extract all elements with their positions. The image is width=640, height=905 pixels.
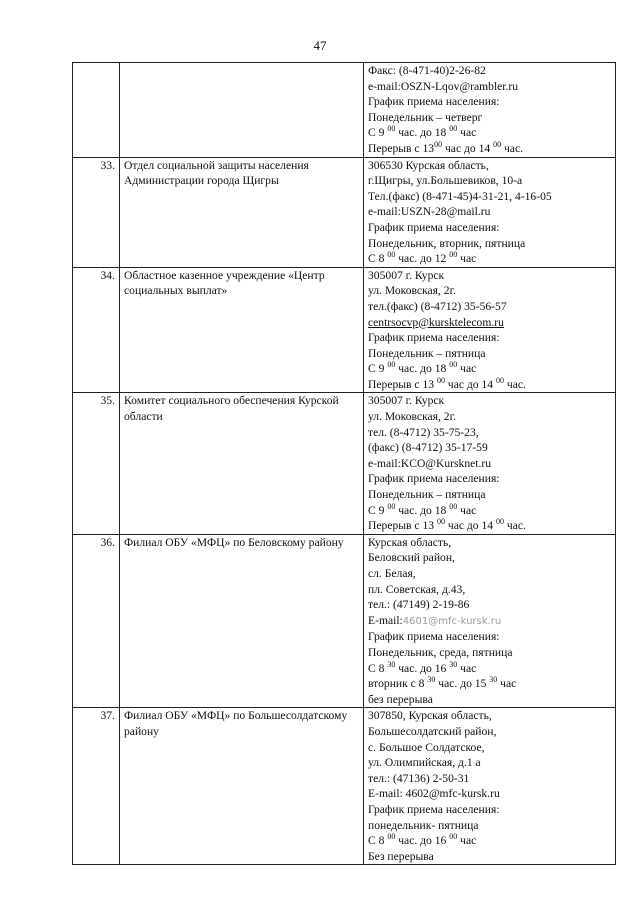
superscript-minutes: 00 [493, 139, 502, 149]
page-number: 47 [313, 38, 327, 53]
info-line [368, 425, 611, 441]
superscript-minutes: 00 [436, 517, 445, 527]
contact-info [364, 534, 616, 708]
info-text: час до 14 [444, 519, 496, 533]
superscript-minutes: 00 [449, 501, 458, 511]
info-text: 305007 г. Курск [368, 268, 445, 282]
info-line [368, 597, 611, 613]
info-text: e-mail:KCO@Kursknet.ru [368, 456, 492, 470]
info-line [368, 471, 611, 487]
info-line [368, 676, 611, 692]
superscript-minutes: 00 [387, 832, 396, 842]
info-line [368, 393, 611, 409]
info-line [368, 377, 611, 393]
info-text: e-mail:USZN-28@mail.ru [368, 205, 491, 219]
info-text: График приема населения: [368, 331, 500, 345]
info-line [368, 566, 611, 582]
info-text: г.Щигры, ул.Большевиков, 10-а [368, 174, 523, 188]
contact-info [364, 267, 616, 393]
info-line [368, 315, 611, 331]
table-row [73, 708, 616, 865]
info-line [368, 251, 611, 267]
info-line [368, 535, 611, 551]
info-line [368, 550, 611, 566]
institution-name: Областное казенное учреждение «Центр социальных выплат» [120, 267, 364, 393]
info-text: ул. Олимпийская, д.1 а [368, 756, 481, 770]
info-line [368, 724, 611, 740]
info-line [368, 771, 611, 787]
info-text: E-mail: [368, 613, 403, 627]
info-text: час до 14 [442, 141, 494, 155]
info-text: без перерыва [368, 692, 433, 706]
info-line [368, 220, 611, 236]
info-line [368, 299, 611, 315]
info-line [368, 849, 611, 865]
info-text: Большесолдатский район, [368, 724, 497, 738]
info-text: Тел.(факс) (8-471-45)4-31-21, 4-16-05 [368, 189, 552, 203]
table-row [73, 534, 616, 708]
contact-info [364, 157, 616, 267]
info-text: Перерыв с 13 [368, 519, 437, 533]
info-text: С 9 [368, 362, 388, 376]
info-line [368, 440, 611, 456]
row-number: 35. [73, 393, 120, 534]
superscript-minutes: 00 [387, 360, 396, 370]
info-text: сл. Белая, [368, 567, 416, 580]
info-text: График приема населения: [368, 472, 500, 486]
info-text: час [457, 126, 477, 140]
info-text: час [457, 362, 477, 376]
contact-info [364, 393, 616, 534]
info-text: e-mail:OSZN-Lqov@rambler.ru [368, 79, 519, 93]
superscript-minutes: 00 [449, 124, 458, 134]
info-text: 305007 г. Курск [368, 394, 445, 408]
row-number: 33. [73, 157, 120, 267]
info-text: час. [503, 519, 526, 533]
info-line [368, 283, 611, 299]
info-text: E-mail: 4602@mfc-kursk.ru [368, 787, 500, 801]
info-line [368, 645, 611, 661]
superscript-minutes: 30 [427, 675, 436, 685]
row-number: 34. [73, 267, 120, 393]
info-text: час. до 12 [395, 252, 450, 266]
info-line [368, 833, 611, 849]
superscript-minutes: 00 [387, 124, 396, 134]
info-line [368, 110, 611, 126]
info-text: Перерыв с 13 [368, 141, 435, 155]
info-line [368, 786, 611, 802]
info-text: 307850, Курская область, [368, 709, 492, 723]
superscript-minutes: 00 [436, 375, 445, 385]
institution-name: Филиал ОБУ «МФЦ» по Большесолдатскому району [120, 708, 364, 865]
superscript-minutes: 00 [387, 250, 396, 260]
info-text: час. до 18 [395, 126, 450, 140]
superscript-minutes: 00 [449, 832, 458, 842]
info-line [368, 204, 611, 220]
info-line [368, 236, 611, 252]
info-text: тел. (8-4712) 35-75-23, [368, 425, 479, 439]
info-text: понедельник- пятница [368, 818, 479, 832]
info-line [368, 79, 611, 95]
info-line [368, 346, 611, 362]
info-text: тел.: (47149) 2-19-86 [368, 598, 470, 612]
info-text: час [457, 834, 477, 848]
info-text: пл. Советская, д.43, [368, 582, 466, 596]
superscript-minutes: 00 [434, 139, 443, 149]
superscript-minutes: 00 [449, 360, 458, 370]
info-text: вторник с 8 [368, 677, 428, 691]
contact-info [364, 708, 616, 865]
superscript-minutes: 30 [449, 659, 458, 669]
info-line [368, 582, 611, 598]
info-text: час [457, 503, 477, 517]
info-text: час. до 18 [395, 362, 450, 376]
info-line [368, 189, 611, 205]
info-text: час. до 15 [435, 677, 490, 691]
superscript-minutes: 00 [449, 250, 458, 260]
info-text: Понедельник, среда, пятница [368, 645, 513, 659]
info-text: Факс: (8-471-40)2-26-82 [368, 64, 486, 77]
info-text: С 8 [368, 252, 388, 266]
info-text: С 8 [368, 661, 388, 675]
info-text: час. [503, 377, 526, 391]
table-row [73, 393, 616, 534]
info-text: Понедельник – пятница [368, 346, 486, 360]
superscript-minutes: 00 [387, 501, 396, 511]
info-text: Беловский район, [368, 551, 455, 565]
info-text: час. до 16 [395, 834, 450, 848]
info-text: ул. Моковская, 2г. [368, 284, 456, 298]
institution-name: Отдел социальной защиты населения Администрации города Щигры [120, 157, 364, 267]
info-text: тел.: (47136) 2-50-31 [368, 771, 470, 785]
info-text: График приема населения: [368, 630, 500, 644]
info-text: час [457, 661, 477, 675]
email-link: centrsocvp@kursktelecom.ru [368, 315, 504, 329]
institution-name [120, 63, 364, 158]
info-text: Понедельник, вторник, пятница [368, 236, 526, 250]
info-line [368, 613, 611, 630]
info-text: Перерыв с 13 [368, 377, 437, 391]
info-text: час [497, 677, 517, 691]
superscript-minutes: 00 [495, 517, 504, 527]
superscript-minutes: 00 [495, 375, 504, 385]
info-text: График приема населения: [368, 802, 500, 816]
info-line [368, 409, 611, 425]
table-row [73, 267, 616, 393]
info-line [368, 456, 611, 472]
institution-name: Комитет социального обеспечения Курской области [120, 393, 364, 534]
info-text: Без перерыва [368, 849, 434, 863]
row-number [73, 63, 120, 158]
info-line [368, 708, 611, 724]
superscript-minutes: 30 [387, 659, 396, 669]
table-row [73, 63, 616, 158]
superscript-minutes: 30 [489, 675, 498, 685]
info-text: час. до 18 [395, 503, 450, 517]
info-line [368, 361, 611, 377]
table-row [73, 157, 616, 267]
info-line [368, 518, 611, 534]
info-text: тел.(факс) (8-4712) 35-56-57 [368, 299, 507, 313]
info-text: С 9 [368, 503, 388, 517]
info-line [368, 740, 611, 756]
info-text: час до 14 [444, 377, 496, 391]
info-line [368, 158, 611, 174]
info-text: час. [501, 141, 523, 155]
info-text: ул. Моковская, 2г. [368, 410, 456, 424]
row-number: 37. [73, 708, 120, 865]
info-text: С 9 [368, 126, 388, 140]
info-text: Понедельник – четверг [368, 110, 483, 124]
info-line [368, 629, 611, 645]
info-line [368, 503, 611, 519]
institutions-table [72, 62, 616, 865]
info-line [368, 330, 611, 346]
info-line [368, 94, 611, 110]
info-text: Понедельник – пятница [368, 488, 486, 502]
info-text: График приема населения: [368, 220, 500, 234]
info-line [368, 755, 611, 771]
info-text: час [457, 252, 477, 266]
info-text: С 8 [368, 834, 388, 848]
faded-email-text: 4601@mfc-kursk.ru [402, 615, 502, 627]
info-text: час. до 16 [395, 661, 450, 675]
info-text: с. Большое Солдатское, [368, 740, 485, 754]
info-line [368, 818, 611, 834]
info-line [368, 802, 611, 818]
info-text: График приема населения: [368, 95, 500, 109]
info-line [368, 141, 611, 157]
table-body [73, 63, 616, 865]
info-text: (факс) (8-4712) 35-17-59 [368, 441, 488, 455]
info-line [368, 63, 611, 79]
info-line [368, 268, 611, 284]
row-number: 36. [73, 534, 120, 708]
info-line [368, 125, 611, 141]
info-text: 306530 Курская область, [368, 158, 489, 172]
institution-name: Филиал ОБУ «МФЦ» по Беловскому району [120, 534, 364, 708]
contact-info [364, 63, 616, 158]
info-text: Курская область, [368, 535, 452, 549]
info-line [368, 487, 611, 503]
info-line [368, 173, 611, 189]
info-line [368, 661, 611, 677]
info-line [368, 692, 611, 708]
